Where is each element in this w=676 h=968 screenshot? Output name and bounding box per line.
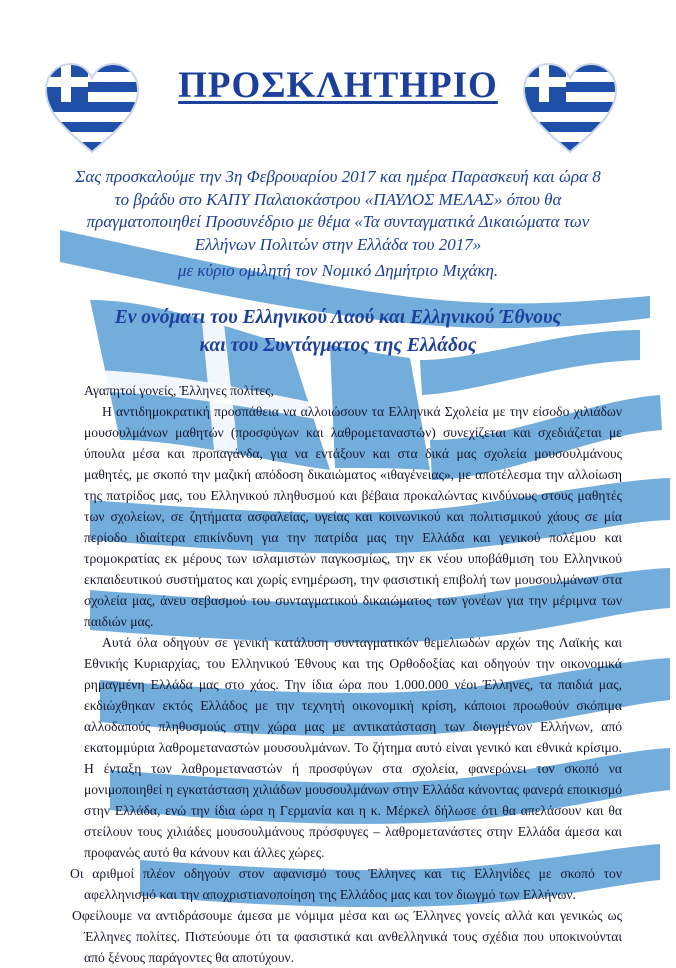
invitation-text: Σας προσκαλούμε την 3η Φεβρουαρίου 2017 και ημέρα Παρασκευή και ώρα 8 το βράδυ στο ΚΑΠΥ Παλαιοκάστρου «ΠΑΥΛΟΣ ΜΕΛΑΣ» όπου θα πραγματοποιηθεί Προσυνέδριο με θέμα «Τα συνταγματικά Δικαιώματα των Ελλήνων Πολιτών στην Ελλάδα του 2017»: [75, 167, 601, 254]
letter-body: [70, 380, 622, 968]
greeting: Αγαπητοί γονείς, Έλληνες πολίτες,: [84, 383, 274, 398]
motto-line-2: και του Συντάγματος της Ελλάδος: [199, 335, 477, 356]
paragraph-3: Οι αριθμοί πλέον οδηγούν στον αφανισμό τους Έλληνες και τις Ελληνίδες με σκοπό τον αφελληνισμό και την αποχριστιανοποίηση της Ελλάδος μας και τον διωγμό των Ελλήνων.: [70, 866, 622, 902]
motto-line-1: Εν ονόματι του Ελληνικού Λαού και Ελληνικού Έθνους: [114, 307, 562, 328]
main-speaker-line: με κύριο ομιλητή τον Νομικό Δημήτριο Μιχάκη.: [177, 261, 499, 280]
paragraph-4: Οφείλουμε να αντιδράσουμε άμεσα με νόμιμα μέσα και ως Έλληνες γονείς αλλά και γενικώς ως Έλληνες πολίτες. Πιστεύουμε ότι τα φασιστικά και ανθελληνικά τους σχέδια που υποκινούνται από ξένους παράγοντες θα αποτύχουν.: [72, 908, 622, 965]
greek-flag-heart-icon-left: [44, 62, 140, 154]
invitation-intro: [70, 166, 606, 283]
paragraph-1: Η αντιδημοκρατική προσπάθεια να αλλοιώσουν τα Ελληνικά Σχολεία με την είσοδο χιλιάδων μουσουλμάνων μαθητών (προσφύγων και λαθρομεταναστών) συνεχίζεται και σχεδιάζεται με ύπουλα μέσα και προπαγάνδα, για να εντάξουν και στα δικά μας σχολεία μουσουλμάνους μαθητές, με σκοπό την μαζική απόδοση δικαιώματος «ιθαγένειας», με αποτέλεσμα την αλλοίωση της πατρίδος μας, του Ελληνικού πληθυσμού και βέβαια προκαλώντας κινδύνους στους μαθητές των σχολείων, σε ζητήματα ασφαλείας, υγείας και κοινωνικού και πολιτισμικού χάους σε μία περίοδο ιδιαίτερα επικίνδυνη για την πατρίδα μας την Ελλάδα και γενικού πολέμου και τρομοκρατίας εκ μέρους των ισλαμιστών παγκοσμίως, την εκ νέου υποβάθμιση του Ελληνικού εκπαιδευτικού συστήματος και χωρίς ενημέρωση, την φασιστική επιβολή των μουσουλμάνων στα σχολεία μας, άνευ σεβασμού του συνταγματικού δικαιώματος των γονέων για την μέριμνα των παιδιών μας.: [84, 404, 622, 629]
page-title: ΠΡΟΣΚΛΗΤΗΡΙΟ: [178, 65, 498, 106]
paragraph-2: Αυτά όλα οδηγούν σε γενική κατάλυση συνταγματικών θεμελιωδών αρχών της Λαϊκής και Εθνικής Κυριαρχίας, του Ελληνικού Έθνους και της Ορθοδοξίας και οδηγούν την οικονομικά ρημαγμένη Ελλάδα μας στο χάος. Την ίδια ώρα που 1.000.000 νέοι Έλληνες, τα παιδιά μας, εκδιώχθηκαν εκτός Ελλάδος με την τεχνητή οικονομική κρίση, κάποιοι προωθούν σκόπιμα αλλοδαπούς πληθυσμούς στην χώρα μας με αντικατάσταση των διωγμένων Ελλήνων, από εκατομμύρια λαθρομεταναστών μουσουλμάνων. Το ζήτημα αυτό είναι γενικό και εθνικά κρίσιμο. Η ένταξη των λαθρομεταναστών ή προσφύγων στα σχολεία, φανερώνει τον σκοπό να μονιμοποιηθεί η εγκατάσταση χιλιάδων μουσουλμάνων στην Ελλάδα κάνοντας φανερά εποικισμό στην Ελλάδα, ενώ την ίδια ώρα η Γερμανία και η κ. Μέρκελ δήλωσε ότι θα απελάσουν και θα στείλουν τους χιλιάδες μουσουλμάνους πρόσφυγες – λαθρομετανάστες στην Ελλάδα άμεσα και προφανώς αυτό θα κάνουν και άλλες χώρες.: [84, 635, 622, 860]
motto-heading: [70, 304, 606, 360]
greek-flag-heart-icon-right: [522, 62, 618, 154]
